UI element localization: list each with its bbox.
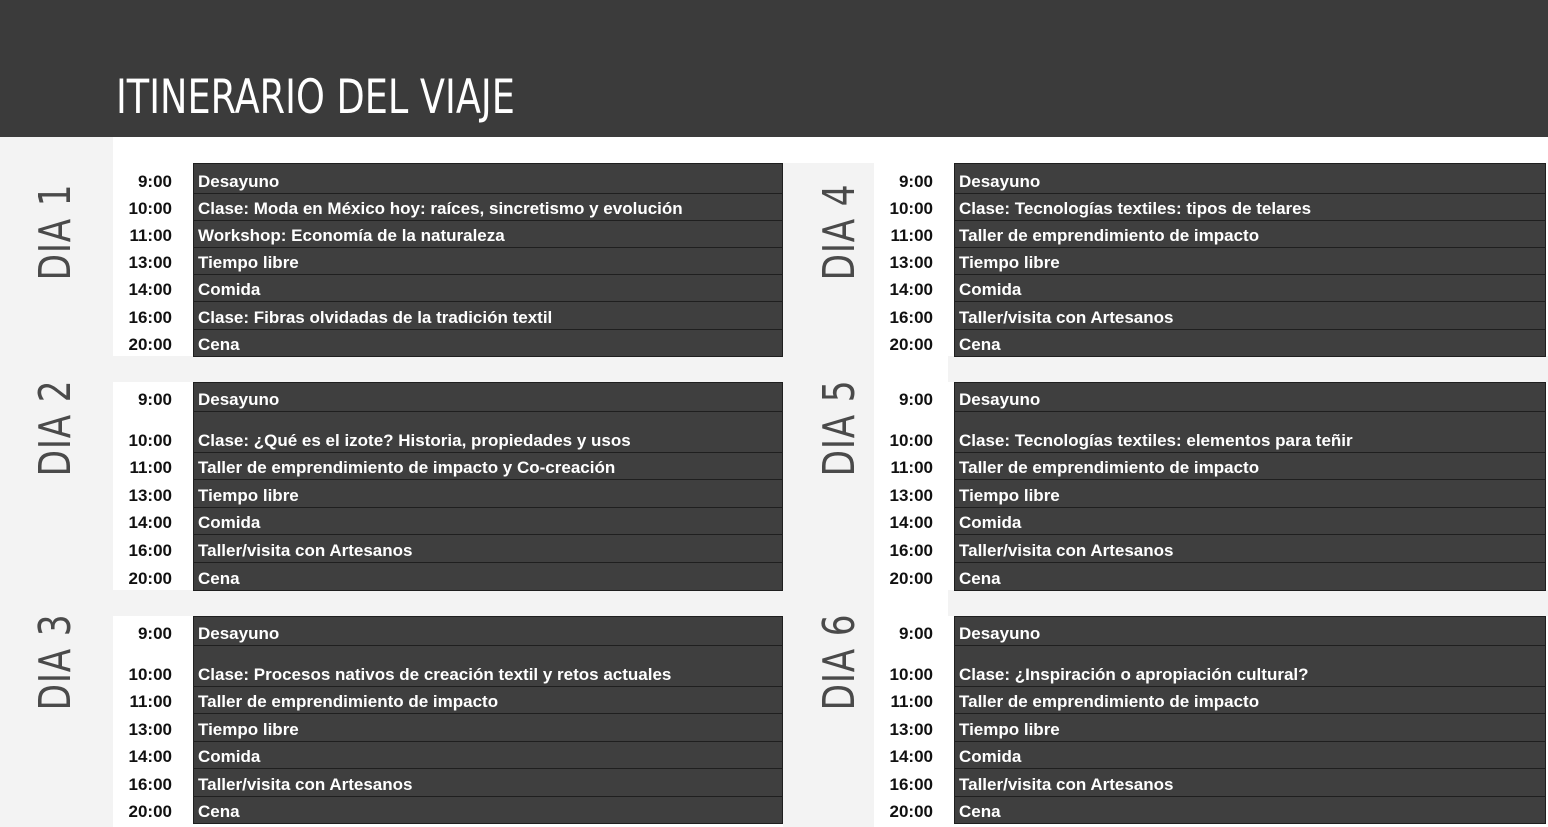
schedule-time: 13:00 [889, 253, 933, 272]
schedule-event [193, 163, 783, 194]
schedule-time: 11:00 [129, 458, 172, 477]
schedule-event-label: Cena [198, 802, 240, 821]
schedule-event [193, 645, 783, 687]
schedule-time: 13:00 [889, 720, 933, 739]
schedule-event-label: Workshop: Economía de la naturaleza [198, 226, 505, 245]
schedule-event [954, 247, 1546, 275]
schedule-event-label: Cena [198, 335, 240, 354]
schedule-event-label: Clase: Moda en México hoy: raíces, sincretismo y evolución [198, 199, 683, 218]
schedule-time: 10:00 [128, 431, 172, 450]
schedule-event-label: Tiempo libre [198, 486, 299, 505]
schedule-event [954, 301, 1546, 330]
schedule-event [954, 479, 1546, 508]
schedule-event-label: Tiempo libre [959, 253, 1060, 272]
schedule-event [193, 274, 783, 302]
schedule-event-label: Tiempo libre [959, 720, 1060, 739]
schedule-event [193, 193, 783, 221]
schedule-time: 11:00 [890, 458, 933, 477]
day-divider [948, 590, 1548, 616]
schedule-event-label: Comida [198, 280, 261, 299]
schedule-event [193, 768, 783, 797]
schedule-time: 9:00 [137, 624, 172, 643]
schedule-time: 14:00 [128, 280, 172, 299]
schedule-event-label: Comida [959, 747, 1022, 766]
schedule-event [954, 452, 1546, 480]
schedule-event-label: Taller/visita con Artesanos [198, 541, 413, 560]
schedule-event [193, 686, 783, 714]
schedule-event-label: Clase: Fibras olvidadas de la tradición textil [198, 308, 553, 327]
schedule-time: 14:00 [128, 513, 172, 532]
schedule-event-label: Clase: ¿Qué es el izote? Historia, propiedades y usos [198, 431, 631, 450]
schedule-time: 14:00 [889, 280, 933, 299]
day-divider [948, 356, 1548, 382]
schedule-time: 16:00 [889, 541, 933, 560]
schedule-event-label: Taller/visita con Artesanos [959, 308, 1174, 327]
schedule-time: 13:00 [128, 253, 172, 272]
schedule-time: 10:00 [889, 199, 933, 218]
schedule-event-label: Tiempo libre [198, 253, 299, 272]
schedule-event-label: Comida [959, 280, 1022, 299]
schedule-time: 14:00 [889, 747, 933, 766]
schedule-event [954, 741, 1546, 769]
schedule-time: 9:00 [898, 390, 933, 409]
schedule-event-label: Tiempo libre [959, 486, 1060, 505]
schedule-event [193, 796, 783, 824]
schedule-event-label: Taller/visita con Artesanos [959, 775, 1174, 794]
schedule-time: 9:00 [137, 390, 172, 409]
day-label-text: DIA 5 [814, 379, 865, 477]
schedule-event [193, 713, 783, 742]
schedule-event-label: Comida [959, 513, 1022, 532]
schedule-time: 20:00 [128, 802, 172, 821]
day-label-text: DIA 1 [30, 183, 81, 281]
schedule-event [954, 274, 1546, 302]
day-label-text: DIA 3 [30, 613, 81, 711]
schedule-event-label: Comida [198, 747, 261, 766]
schedule-event-label: Cena [198, 569, 240, 588]
schedule-event [193, 507, 783, 535]
schedule-event [193, 301, 783, 330]
day-divider [113, 590, 783, 616]
schedule-time: 9:00 [137, 172, 172, 191]
schedule-time: 9:00 [898, 624, 933, 643]
schedule-event [193, 562, 783, 591]
schedule-event [954, 768, 1546, 797]
schedule-time: 16:00 [128, 308, 172, 327]
schedule-event [954, 713, 1546, 742]
day-label-text: DIA 6 [814, 613, 865, 711]
schedule-event [193, 329, 783, 357]
schedule-event-label: Tiempo libre [198, 720, 299, 739]
schedule-time: 13:00 [128, 720, 172, 739]
schedule-time: 16:00 [128, 775, 172, 794]
schedule-event [954, 163, 1546, 194]
schedule-event [193, 411, 783, 453]
schedule-event [193, 452, 783, 480]
schedule-time: 13:00 [889, 486, 933, 505]
schedule-event [954, 562, 1546, 591]
page-title: ITINERARIO DEL VIAJE [116, 70, 515, 125]
schedule-event-label: Desayuno [198, 624, 280, 643]
schedule-time: 20:00 [889, 802, 933, 821]
schedule-event [193, 741, 783, 769]
schedule-event [193, 220, 783, 248]
schedule-event [193, 616, 783, 646]
schedule-event-label: Clase: Tecnologías textiles: tipos de telares [959, 199, 1312, 218]
schedule-event-label: Desayuno [198, 390, 280, 409]
schedule-time: 10:00 [889, 665, 933, 684]
schedule-event-label: Clase: ¿Inspiración o apropiación cultural? [959, 665, 1309, 684]
day-label-text: DIA 2 [30, 379, 81, 477]
schedule-event [954, 686, 1546, 714]
schedule-event-label: Clase: Procesos nativos de creación textil y retos actuales [198, 665, 672, 684]
schedule-event [954, 220, 1546, 248]
day-label-text: DIA 4 [814, 183, 865, 281]
schedule-event [954, 329, 1546, 357]
schedule-event [954, 796, 1546, 824]
schedule-event [954, 382, 1546, 412]
schedule-time: 11:00 [890, 226, 933, 245]
schedule-event-label: Taller de emprendimiento de impacto [959, 692, 1260, 711]
schedule-time: 16:00 [889, 775, 933, 794]
schedule-event-label: Desayuno [198, 172, 280, 191]
schedule-event-label: Cena [959, 335, 1001, 354]
schedule-time: 13:00 [128, 486, 172, 505]
schedule-event-label: Taller de emprendimiento de impacto [959, 458, 1260, 477]
schedule-event [954, 507, 1546, 535]
schedule-time: 16:00 [128, 541, 172, 560]
schedule-event [193, 382, 783, 412]
schedule-event [193, 479, 783, 508]
schedule-time: 11:00 [129, 226, 172, 245]
schedule-time: 9:00 [898, 172, 933, 191]
schedule-time: 20:00 [128, 569, 172, 588]
schedule-event [954, 411, 1546, 453]
schedule-time: 14:00 [128, 747, 172, 766]
schedule-event [954, 534, 1546, 563]
schedule-time: 14:00 [889, 513, 933, 532]
schedule-time: 10:00 [128, 665, 172, 684]
schedule-time: 10:00 [128, 199, 172, 218]
schedule-event-label: Clase: Tecnologías textiles: elementos para teñir [959, 431, 1353, 450]
schedule-event [193, 534, 783, 563]
schedule-event-label: Desayuno [959, 624, 1041, 643]
schedule-event-label: Taller de emprendimiento de impacto [959, 226, 1260, 245]
schedule-event-label: Desayuno [959, 172, 1041, 191]
schedule-time: 20:00 [889, 569, 933, 588]
schedule-event [954, 616, 1546, 646]
schedule-time: 20:00 [128, 335, 172, 354]
schedule-time: 16:00 [889, 308, 933, 327]
schedule-event-label: Cena [959, 569, 1001, 588]
schedule-event-label: Comida [198, 513, 261, 532]
schedule-event [954, 645, 1546, 687]
day-divider [113, 356, 783, 382]
schedule-event-label: Taller/visita con Artesanos [198, 775, 413, 794]
schedule-event-label: Taller de emprendimiento de impacto [198, 692, 499, 711]
schedule-time: 20:00 [889, 335, 933, 354]
schedule-event-label: Cena [959, 802, 1001, 821]
schedule-event-label: Taller/visita con Artesanos [959, 541, 1174, 560]
schedule-event [193, 247, 783, 275]
schedule-time: 11:00 [129, 692, 172, 711]
schedule-event [954, 193, 1546, 221]
schedule-event-label: Desayuno [959, 390, 1041, 409]
page-header [0, 0, 1548, 137]
schedule-event-label: Taller de emprendimiento de impacto y Co-creación [198, 458, 616, 477]
schedule-time: 11:00 [890, 692, 933, 711]
schedule-time: 10:00 [889, 431, 933, 450]
